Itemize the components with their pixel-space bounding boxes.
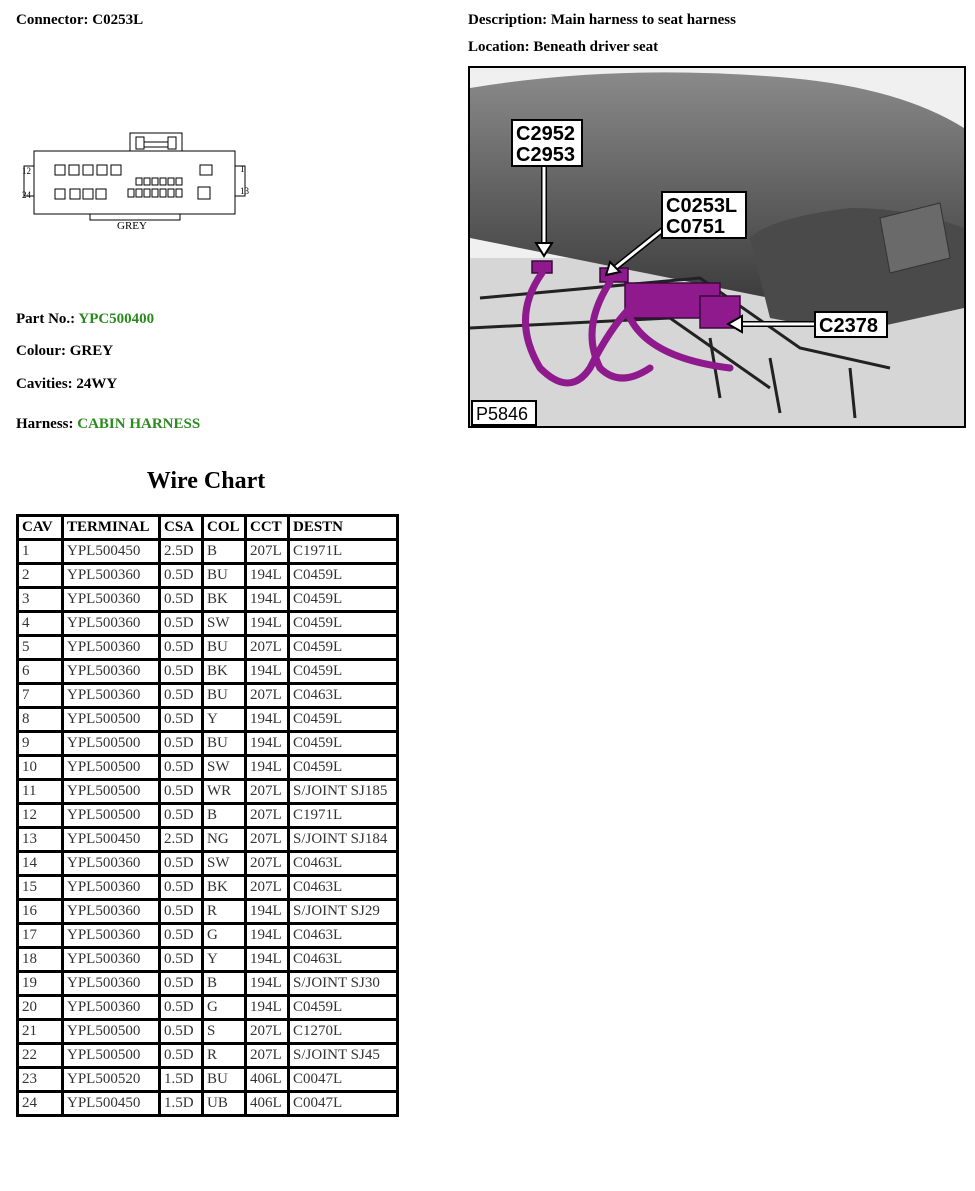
wire-chart-body: [18, 540, 398, 1116]
cell-cav: 2: [18, 564, 63, 588]
cell-terminal: YPL500500: [63, 804, 160, 828]
cell-col: SW: [203, 756, 246, 780]
table-row: [18, 972, 398, 996]
cell-destn: S/JOINT SJ45: [289, 1044, 398, 1068]
table-row: [18, 756, 398, 780]
cell-cct: 194L: [246, 996, 289, 1020]
cell-cct: 194L: [246, 588, 289, 612]
cell-cct: 207L: [246, 876, 289, 900]
cell-terminal: YPL500360: [63, 876, 160, 900]
cell-col: B: [203, 972, 246, 996]
cell-cct: 207L: [246, 780, 289, 804]
cell-destn: C1971L: [289, 540, 398, 564]
table-header-row: [18, 516, 398, 540]
cell-terminal: YPL500450: [63, 1092, 160, 1116]
callout-c2953: C2953: [516, 144, 575, 166]
table-row: [18, 708, 398, 732]
table-row: [18, 636, 398, 660]
cavity-16: [160, 189, 166, 197]
cell-col: BU: [203, 684, 246, 708]
cell-csa: 0.5D: [160, 732, 203, 756]
cell-col: BU: [203, 1068, 246, 1092]
cell-col: NG: [203, 828, 246, 852]
table-row: [18, 540, 398, 564]
cell-destn: S/JOINT SJ30: [289, 972, 398, 996]
cavity-8: [111, 165, 121, 175]
part-no-value: YPC500400: [78, 311, 155, 327]
cell-cct: 194L: [246, 948, 289, 972]
cell-cct: 194L: [246, 732, 289, 756]
cell-cav: 17: [18, 924, 63, 948]
cell-terminal: YPL500360: [63, 948, 160, 972]
cell-terminal: YPL500360: [63, 924, 160, 948]
table-row: [18, 900, 398, 924]
table-row: [18, 780, 398, 804]
cavity-13: [198, 187, 210, 199]
table-row: [18, 660, 398, 684]
cell-csa: 0.5D: [160, 636, 203, 660]
cell-destn: C0047L: [289, 1092, 398, 1116]
table-row: [18, 564, 398, 588]
connector-label: Connector: C0253L: [16, 12, 144, 28]
cell-destn: C0459L: [289, 612, 398, 636]
cell-terminal: YPL500500: [63, 780, 160, 804]
pin-label-12: 12: [22, 166, 31, 176]
cell-col: S: [203, 1020, 246, 1044]
wire-chart-table: [16, 514, 399, 1117]
cell-cct: 194L: [246, 756, 289, 780]
harness-label: Harness:: [16, 416, 74, 432]
cell-terminal: YPL500360: [63, 636, 160, 660]
table-row: [18, 804, 398, 828]
cell-cct: 207L: [246, 1020, 289, 1044]
cell-csa: 0.5D: [160, 660, 203, 684]
cell-cav: 10: [18, 756, 63, 780]
table-row: [18, 996, 398, 1020]
location-photo: [468, 66, 966, 428]
cavity-1: [200, 165, 212, 175]
cell-terminal: YPL500360: [63, 684, 160, 708]
cavity-4: [160, 178, 166, 185]
cell-col: BK: [203, 588, 246, 612]
cell-csa: 0.5D: [160, 876, 203, 900]
cell-csa: 0.5D: [160, 924, 203, 948]
cell-cav: 5: [18, 636, 63, 660]
cell-cav: 18: [18, 948, 63, 972]
cavity-14: [176, 189, 182, 197]
cell-destn: C0047L: [289, 1068, 398, 1092]
cavity-15: [168, 189, 174, 197]
cell-destn: S/JOINT SJ29: [289, 900, 398, 924]
cell-cav: 21: [18, 1020, 63, 1044]
cell-terminal: YPL500360: [63, 564, 160, 588]
cell-cav: 16: [18, 900, 63, 924]
cell-cav: 6: [18, 660, 63, 684]
cell-cct: 194L: [246, 972, 289, 996]
cavity-10: [83, 165, 93, 175]
cell-cct: 207L: [246, 684, 289, 708]
figure-id: P5846: [476, 404, 529, 424]
description-label: Description: Main harness to seat harness: [468, 12, 736, 28]
cavity-2: [176, 178, 182, 185]
cell-cav: 15: [18, 876, 63, 900]
cavity-20: [128, 189, 134, 197]
cell-terminal: YPL500500: [63, 1020, 160, 1044]
cell-csa: 2.5D: [160, 540, 203, 564]
latch-left: [136, 137, 144, 149]
table-row: [18, 612, 398, 636]
table-row: [18, 684, 398, 708]
cell-terminal: YPL500450: [63, 828, 160, 852]
cell-csa: 0.5D: [160, 756, 203, 780]
table-row: [18, 1068, 398, 1092]
cavity-18: [144, 189, 150, 197]
cell-terminal: YPL500520: [63, 1068, 160, 1092]
location-label: Location: Beneath driver seat: [468, 39, 659, 55]
cell-destn: S/JOINT SJ185: [289, 780, 398, 804]
cell-col: G: [203, 996, 246, 1020]
column-header-cct: CCT: [246, 516, 289, 540]
cell-destn: C1971L: [289, 804, 398, 828]
table-row: [18, 876, 398, 900]
cell-cav: 3: [18, 588, 63, 612]
cavity-3: [168, 178, 174, 185]
cell-col: BU: [203, 636, 246, 660]
cell-cav: 7: [18, 684, 63, 708]
cell-col: BU: [203, 732, 246, 756]
cell-csa: 0.5D: [160, 948, 203, 972]
cell-csa: 0.5D: [160, 1044, 203, 1068]
cell-cav: 23: [18, 1068, 63, 1092]
callout-c0253l: C0253L: [666, 195, 738, 217]
callout-c0751: C0751: [666, 216, 725, 238]
part-no-row: [16, 311, 154, 328]
cavity-12: [55, 165, 65, 175]
cell-destn: C0463L: [289, 684, 398, 708]
cell-col: SW: [203, 612, 246, 636]
cell-col: BK: [203, 876, 246, 900]
cell-csa: 0.5D: [160, 1020, 203, 1044]
pin-label-13: 13: [240, 186, 249, 196]
table-row: [18, 732, 398, 756]
cell-cav: 22: [18, 1044, 63, 1068]
colour-label: Colour: GREY: [16, 343, 114, 359]
cell-csa: 0.5D: [160, 708, 203, 732]
cell-cav: 8: [18, 708, 63, 732]
table-row: [18, 1092, 398, 1116]
part-no-label: Part No.:: [16, 311, 76, 327]
cell-col: BK: [203, 660, 246, 684]
cell-terminal: YPL500450: [63, 540, 160, 564]
cell-terminal: YPL500360: [63, 996, 160, 1020]
pin-label-1: 1: [240, 164, 245, 174]
cell-cct: 194L: [246, 924, 289, 948]
cell-terminal: YPL500500: [63, 756, 160, 780]
cell-csa: 0.5D: [160, 804, 203, 828]
table-row: [18, 1020, 398, 1044]
cell-csa: 0.5D: [160, 852, 203, 876]
callout-c2378: C2378: [819, 315, 878, 337]
table-row: [18, 948, 398, 972]
cavity-23: [70, 189, 80, 199]
cell-cct: 194L: [246, 708, 289, 732]
latch-right: [168, 137, 176, 149]
cell-destn: C1270L: [289, 1020, 398, 1044]
cavity-24: [55, 189, 65, 199]
cell-cav: 19: [18, 972, 63, 996]
cell-col: B: [203, 804, 246, 828]
cell-csa: 2.5D: [160, 828, 203, 852]
connector-housing: [34, 151, 235, 214]
cell-col: R: [203, 1044, 246, 1068]
cavity-11: [69, 165, 79, 175]
cell-cav: 11: [18, 780, 63, 804]
cell-terminal: YPL500360: [63, 612, 160, 636]
column-header-cav: CAV: [18, 516, 63, 540]
column-header-destn: DESTN: [289, 516, 398, 540]
cell-cav: 13: [18, 828, 63, 852]
wire-chart-title: Wire Chart: [146, 468, 266, 494]
cell-terminal: YPL500360: [63, 852, 160, 876]
cell-cav: 12: [18, 804, 63, 828]
harness-row: [16, 416, 200, 433]
table-row: [18, 924, 398, 948]
table-row: [18, 852, 398, 876]
cell-cct: 194L: [246, 900, 289, 924]
cell-csa: 0.5D: [160, 684, 203, 708]
column-header-terminal: TERMINAL: [63, 516, 160, 540]
cell-cav: 24: [18, 1092, 63, 1116]
cell-terminal: YPL500500: [63, 708, 160, 732]
cell-cct: 406L: [246, 1068, 289, 1092]
cell-col: Y: [203, 948, 246, 972]
cell-cav: 4: [18, 612, 63, 636]
cell-col: R: [203, 900, 246, 924]
cell-cct: 406L: [246, 1092, 289, 1116]
cell-cav: 9: [18, 732, 63, 756]
cell-csa: 0.5D: [160, 972, 203, 996]
cell-cav: 14: [18, 852, 63, 876]
cell-cct: 207L: [246, 540, 289, 564]
cell-cct: 194L: [246, 564, 289, 588]
cell-csa: 0.5D: [160, 588, 203, 612]
cell-cct: 207L: [246, 1044, 289, 1068]
cavity-19: [136, 189, 142, 197]
cell-destn: C0459L: [289, 708, 398, 732]
latch-detail: [144, 142, 168, 147]
cell-destn: C0459L: [289, 636, 398, 660]
cell-destn: C0459L: [289, 660, 398, 684]
cell-cct: 194L: [246, 660, 289, 684]
cell-cct: 207L: [246, 852, 289, 876]
cell-cct: 207L: [246, 828, 289, 852]
cell-destn: C0459L: [289, 756, 398, 780]
cell-col: B: [203, 540, 246, 564]
harness-value: CABIN HARNESS: [77, 416, 201, 432]
cavity-7: [136, 178, 142, 185]
cell-destn: S/JOINT SJ184: [289, 828, 398, 852]
cell-cct: 207L: [246, 804, 289, 828]
cavities-label: Cavities: 24WY: [16, 376, 118, 392]
cell-col: WR: [203, 780, 246, 804]
cell-destn: C0459L: [289, 564, 398, 588]
cell-cct: 194L: [246, 612, 289, 636]
cell-terminal: YPL500360: [63, 588, 160, 612]
connector-face-diagram: [20, 128, 260, 233]
cell-cav: 1: [18, 540, 63, 564]
cell-cav: 20: [18, 996, 63, 1020]
cavity-9: [97, 165, 107, 175]
cell-col: G: [203, 924, 246, 948]
cell-terminal: YPL500360: [63, 900, 160, 924]
cell-csa: 0.5D: [160, 900, 203, 924]
cavity-6: [144, 178, 150, 185]
cell-terminal: YPL500500: [63, 1044, 160, 1068]
cell-csa: 0.5D: [160, 780, 203, 804]
column-header-col: COL: [203, 516, 246, 540]
cavity-22: [83, 189, 93, 199]
cell-destn: C0459L: [289, 732, 398, 756]
cell-col: BU: [203, 564, 246, 588]
cell-csa: 1.5D: [160, 1068, 203, 1092]
cell-destn: C0463L: [289, 876, 398, 900]
cell-destn: C0463L: [289, 852, 398, 876]
callout-c2952: C2952: [516, 123, 575, 145]
cell-csa: 0.5D: [160, 996, 203, 1020]
cell-col: Y: [203, 708, 246, 732]
cell-csa: 1.5D: [160, 1092, 203, 1116]
pin-label-24: 24: [22, 190, 31, 200]
table-row: [18, 588, 398, 612]
cell-col: SW: [203, 852, 246, 876]
cell-destn: C0459L: [289, 588, 398, 612]
cavity-17: [152, 189, 158, 197]
column-header-csa: CSA: [160, 516, 203, 540]
cell-csa: 0.5D: [160, 564, 203, 588]
cell-destn: C0463L: [289, 948, 398, 972]
connector-colour-text: GREY: [117, 220, 147, 232]
cavity-5: [152, 178, 158, 185]
cell-csa: 0.5D: [160, 612, 203, 636]
cell-destn: C0463L: [289, 924, 398, 948]
cell-terminal: YPL500360: [63, 972, 160, 996]
cavity-21: [96, 189, 106, 199]
cell-terminal: YPL500500: [63, 732, 160, 756]
table-row: [18, 1044, 398, 1068]
table-row: [18, 828, 398, 852]
cell-terminal: YPL500360: [63, 660, 160, 684]
cell-destn: C0459L: [289, 996, 398, 1020]
cell-col: UB: [203, 1092, 246, 1116]
cell-cct: 207L: [246, 636, 289, 660]
